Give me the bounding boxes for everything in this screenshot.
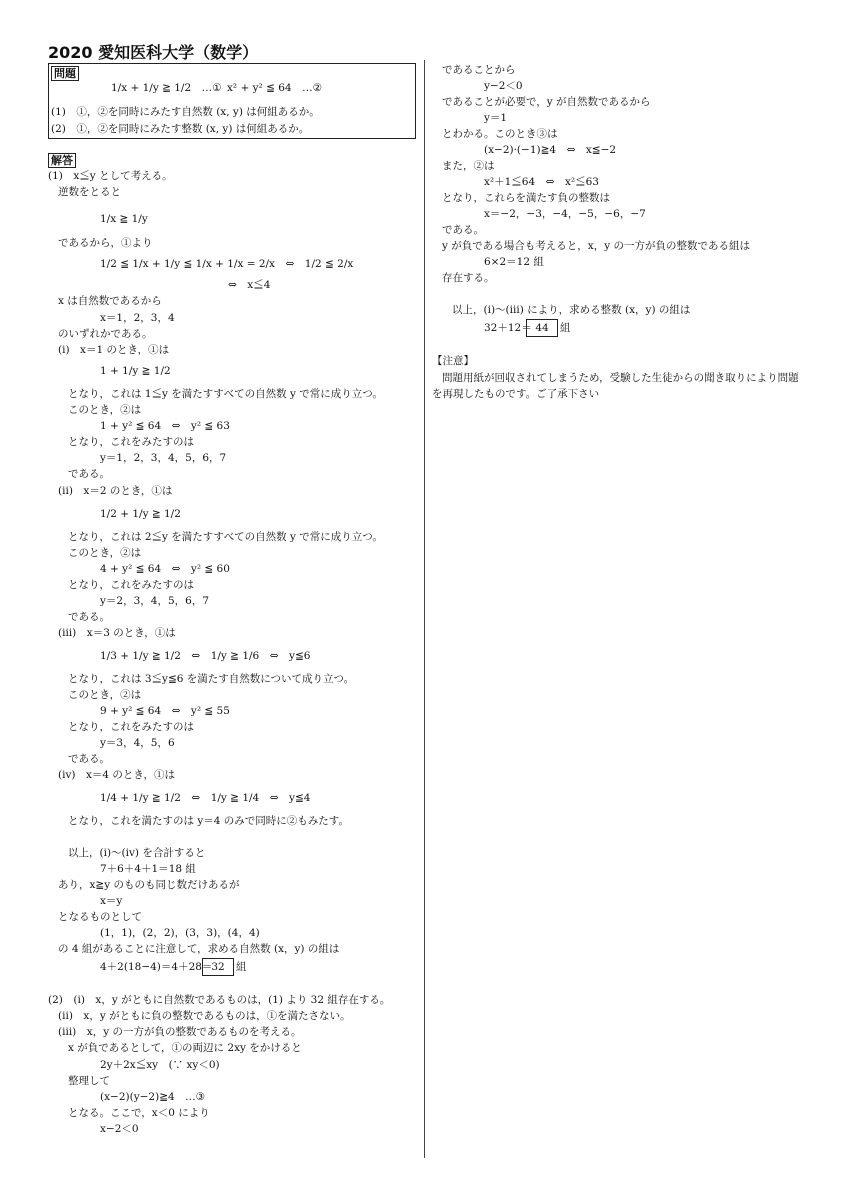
text-line: となる。ここで，x＜0 により — [68, 1107, 210, 1119]
text-line: このとき，②は — [68, 404, 142, 416]
math-line: 4 + y² ≦ 64 ⇔ y² ≦ 60 — [100, 563, 230, 575]
math-line: 1 + y² ≦ 64 ⇔ y² ≦ 63 — [100, 420, 230, 432]
math-line: 1 + 1/y ≧ 1/2 — [100, 365, 171, 377]
math-line: (x−2)·(−1)≧4 ⇔ x≦−2 — [484, 144, 617, 156]
text-line: 以上，(ⅰ)〜(ⅳ) を合計すると — [68, 847, 206, 859]
text-line: となり，これを満たすのは y＝4 のみで同時に②もみたす。 — [68, 815, 349, 827]
text-line: (ⅲ) x，y の一方が負の整数であるものを考える。 — [58, 1026, 302, 1038]
text-line: である。 — [442, 224, 484, 236]
math-line: 32＋12＝ — [484, 322, 532, 334]
text-line: (2) (ⅰ) x，y がともに自然数であるものは，(1) より 32 組存在する。 — [48, 994, 391, 1006]
text-line: 組 — [560, 322, 571, 334]
math-line: (1，1)，(2，2)，(3，3)，(4，4) — [100, 927, 260, 939]
text-line: となり，これをみたすのは — [68, 579, 194, 591]
math-line: x²＋1≦64 ⇔ x²≦63 — [484, 176, 599, 188]
problem-label: 問題 — [51, 66, 79, 81]
text-line: であるから，①より — [58, 237, 153, 249]
math-line: 1/2 + 1/y ≧ 1/2 — [100, 508, 181, 520]
math-line: y−2＜0 — [484, 80, 523, 92]
text-line: このとき，②は — [68, 689, 142, 701]
math-line: y＝1 — [484, 112, 508, 124]
math-line: x−2＜0 — [100, 1123, 139, 1135]
math-line: 4＋2(18−4)＝4＋28＝ — [100, 961, 213, 973]
answer-label: 解答 — [48, 153, 76, 168]
text-line: 整理して — [68, 1075, 110, 1087]
math-line: 1/3 + 1/y ≧ 1/2 ⇔ 1/y ≧ 1/6 ⇔ y≦6 — [100, 650, 311, 662]
text-line: となり，これをみたすのは — [68, 436, 194, 448]
inequality-2: x² + y² ≦ 64 …② — [227, 82, 322, 94]
text-line: となり，これは 1≦y を満たすすべての自然数 y で常に成り立つ。 — [68, 388, 383, 400]
answer-box-2: 44 — [526, 319, 558, 337]
text-line: x は自然数であるから — [58, 295, 162, 307]
math-line: ⇔ x≦4 — [228, 279, 271, 291]
text-line: とわかる。このとき③は — [442, 128, 558, 140]
page-title: 2020 愛知医科大学（数学） — [48, 43, 259, 62]
math-line: 7＋6＋4＋1＝18 組 — [100, 863, 196, 875]
text-line: の 4 組があることに注意して，求める自然数 (x，y) の組は — [58, 943, 340, 955]
math-line: 1/4 + 1/y ≧ 1/2 ⇔ 1/y ≧ 1/4 ⇔ y≦4 — [100, 792, 311, 804]
column-divider — [424, 60, 425, 1158]
text-line: である。 — [68, 611, 110, 623]
text-line: である。 — [68, 753, 110, 765]
text-line: となるものとして — [58, 911, 142, 923]
text-line: である。 — [68, 468, 110, 480]
note-text: 問題用紙が回収されてしまうため，受験した生徒からの聞き取りにより問題 — [442, 372, 799, 384]
math-line: (x−2)(y−2)≧4 …③ — [100, 1091, 206, 1103]
text-line: (1) x≦y として考える。 — [48, 170, 173, 182]
problem-box — [48, 63, 416, 139]
question-2: (2) ①，②を同時にみたす整数 (x, y) は何組あるか。 — [51, 123, 310, 135]
text-line: 逆数をとると — [58, 186, 121, 198]
math-line: 1/2 ≦ 1/x + 1/y ≦ 1/x + 1/x = 2/x ⇔ 1/2 ≦ 2/x — [100, 258, 354, 270]
case-heading: (ⅱ) x＝2 のとき，①は — [58, 485, 173, 497]
math-line: y＝1，2，3，4，5，6，7 — [100, 452, 227, 464]
math-line: 1/x ≧ 1/y — [100, 213, 148, 225]
text-line: 以上，(ⅰ)〜(ⅲ) により，求める整数 (x，y) の組は — [452, 304, 691, 316]
text-line: 存在する。 — [442, 272, 495, 284]
text-line: となり，これをみたすのは — [68, 721, 194, 733]
text-line: あり，x≧y のものも同じ数だけあるが — [58, 879, 240, 891]
text-line: となり，これらを満たす負の整数は — [442, 192, 610, 204]
math-line: 2y＋2x≦xy (∵ xy＜0) — [100, 1059, 220, 1071]
math-line: 9 + y² ≦ 64 ⇔ y² ≦ 55 — [100, 705, 230, 717]
text-line: であることが必要で，y が自然数であるから — [442, 96, 651, 108]
text-line: y が負である場合も考えると，x，y の一方が負の整数である組は — [442, 240, 750, 252]
note-heading: 【注意】 — [432, 355, 474, 367]
answer-box-1: 32 — [202, 958, 234, 976]
text-line: x が負であるとして，①の両辺に 2xy をかけると — [68, 1042, 302, 1054]
case-heading: (ⅳ) x＝4 のとき，①は — [58, 769, 176, 781]
math-line: x＝1，2，3，4 — [100, 312, 175, 324]
text-line: となり，これは 3≦y≦6 を満たす自然数について成り立つ。 — [68, 673, 355, 685]
inequality-1: 1/x + 1/y ≧ 1/2 …① — [111, 82, 222, 94]
text-line: のいずれかである。 — [58, 328, 153, 340]
text-line: となり，これは 2≦y を満たすすべての自然数 y で常に成り立つ。 — [68, 531, 383, 543]
text-line: また，②は — [442, 160, 495, 172]
math-line: 6×2＝12 組 — [484, 256, 544, 268]
text-line: (ⅱ) x，y がともに負の整数であるものは，①を満たさない。 — [58, 1010, 351, 1022]
text-line: 組 — [236, 961, 247, 973]
math-line: x＝−2，−3，−4，−5，−6，−7 — [484, 208, 646, 220]
question-1: (1) ①，②を同時にみたす自然数 (x, y) は何組あるか。 — [51, 106, 320, 118]
case-heading: (ⅰ) x＝1 のとき，①は — [58, 344, 170, 356]
math-line: x＝y — [100, 895, 123, 907]
math-line: y＝3，4，5，6 — [100, 737, 175, 749]
case-heading: (ⅲ) x＝3 のとき，①は — [58, 627, 176, 639]
math-line: y＝2，3，4，5，6，7 — [100, 595, 210, 607]
text-line: であることから — [442, 64, 516, 76]
note-text: を再現したものです。ご了承下さい — [432, 388, 600, 400]
text-line: このとき，②は — [68, 547, 142, 559]
